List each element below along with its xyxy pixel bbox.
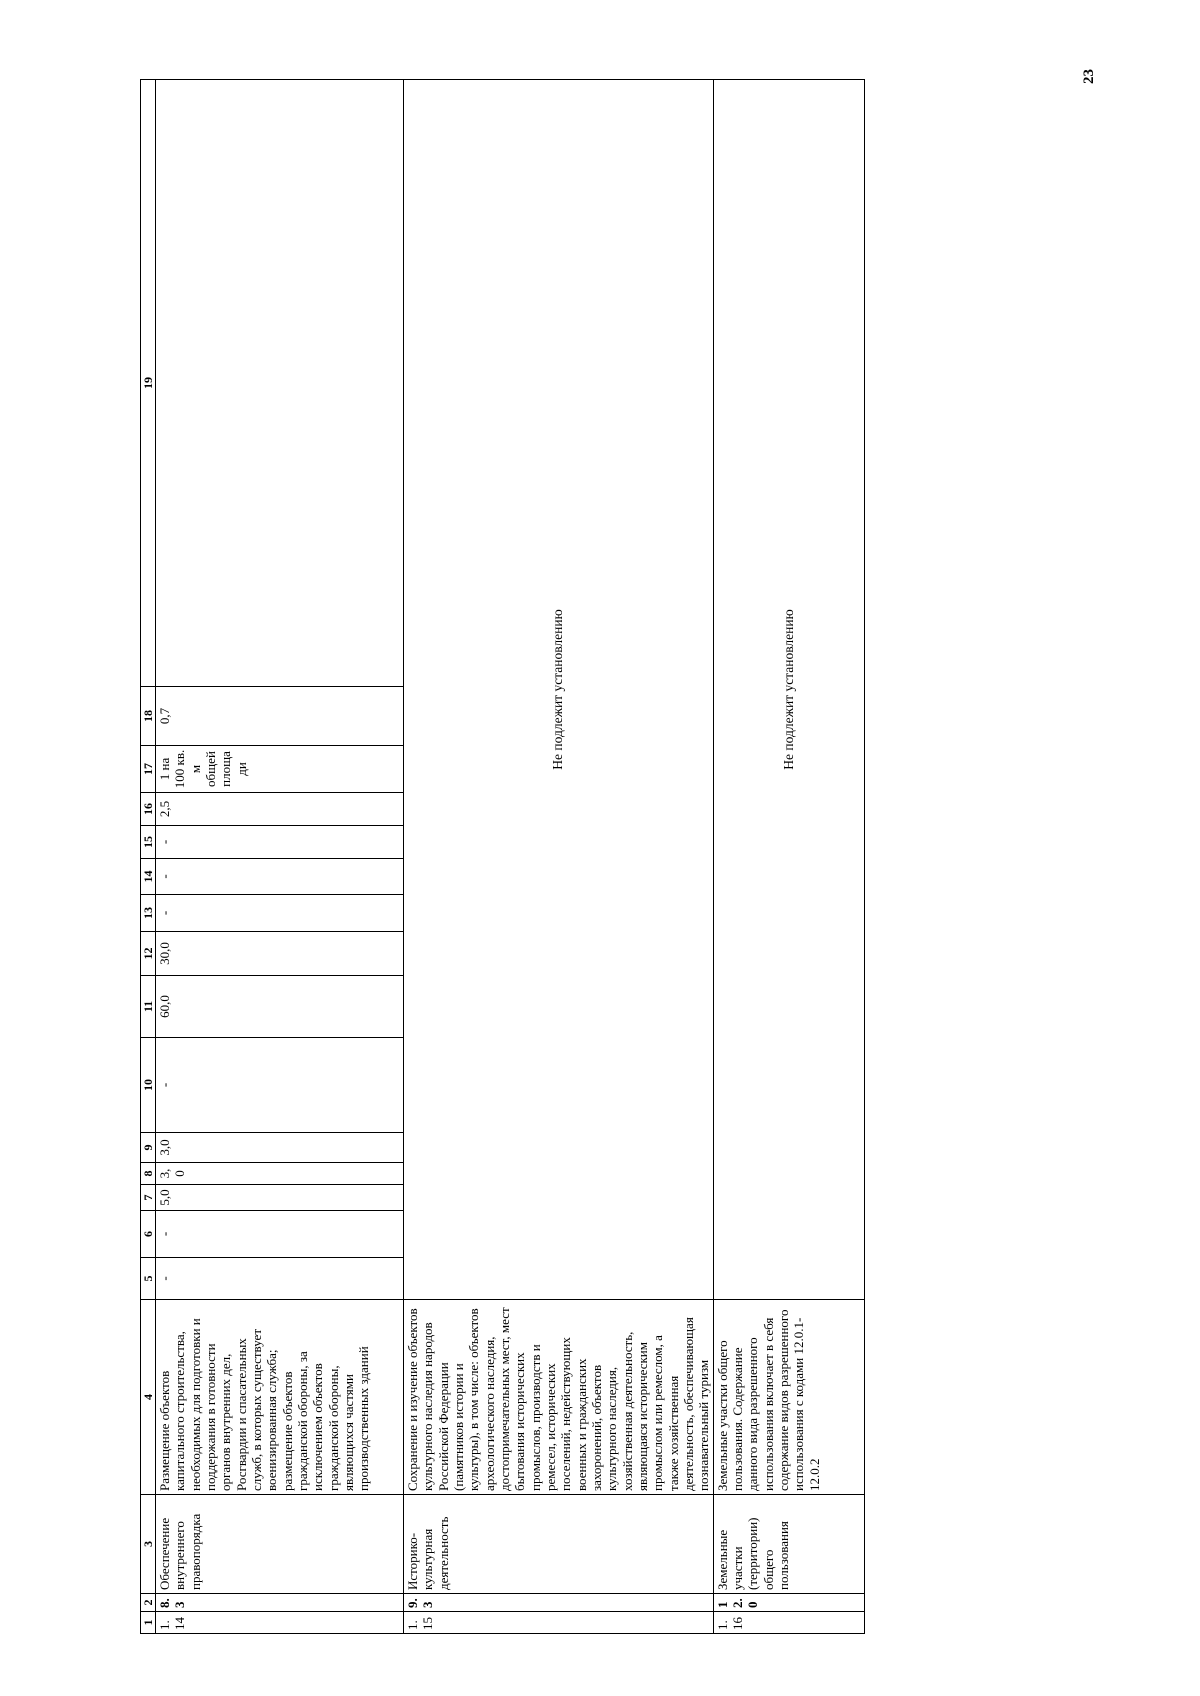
row-number: 1.16 bbox=[713, 1612, 864, 1634]
merged-not-established: Не подлежит установлению bbox=[713, 80, 864, 1300]
col-header-8: 8 bbox=[141, 1163, 156, 1185]
table-row-1-14 bbox=[156, 80, 404, 1634]
row-number: 1.14 bbox=[156, 1612, 404, 1634]
cell-col-9: 3,0 bbox=[156, 1133, 404, 1163]
use-description: Размещение объектов капитального строительства, необходимых для подготовки и поддержания в готовности органов внутренних дел, Росгвардии и спасательных служб, в которых существует военизированная служба; размещение объектов гражданской обороны, за исключением объектов гражданской обороны, являющихся частями производственных зданий bbox=[156, 1300, 404, 1495]
col-header-2: 2 bbox=[141, 1594, 156, 1612]
use-code: 12.0 bbox=[713, 1594, 864, 1612]
cell-col-7: 5,0 bbox=[156, 1185, 404, 1211]
cell-col-6: - bbox=[156, 1211, 404, 1258]
cell-col-11: 60,0 bbox=[156, 976, 404, 1038]
cell-col-12: 30,0 bbox=[156, 932, 404, 976]
use-code: 8.3 bbox=[156, 1594, 404, 1612]
col-header-12: 12 bbox=[141, 932, 156, 976]
row-number: 1.15 bbox=[404, 1612, 714, 1634]
rotated-table-sheet bbox=[140, 80, 822, 1634]
col-header-1: 1 bbox=[141, 1612, 156, 1634]
use-description: Земельные участки общего пользования. Содержание данного вида разрешенного использования включает в себя содержание видов разрешенного использования с кодами 12.0.1-12.0.2 bbox=[713, 1300, 864, 1495]
cell-col-10: - bbox=[156, 1038, 404, 1133]
col-header-15: 15 bbox=[141, 826, 156, 859]
use-name: Земельные участки (территории) общего пользования bbox=[713, 1495, 864, 1594]
column-number-row bbox=[141, 80, 156, 1634]
col-header-16: 16 bbox=[141, 793, 156, 826]
col-header-10: 10 bbox=[141, 1038, 156, 1133]
table-row-1-16 bbox=[713, 80, 864, 1634]
col-header-18: 18 bbox=[141, 687, 156, 746]
cell-col-15: - bbox=[156, 826, 404, 859]
page-number: 23 bbox=[1081, 69, 1097, 84]
col-header-5: 5 bbox=[141, 1258, 156, 1300]
col-header-17: 17 bbox=[141, 746, 156, 793]
col-header-7: 7 bbox=[141, 1185, 156, 1211]
col-header-13: 13 bbox=[141, 895, 156, 932]
cell-col-14: - bbox=[156, 859, 404, 895]
use-name: Обеспечение внутреннего правопорядка bbox=[156, 1495, 404, 1594]
use-code: 9.3 bbox=[404, 1594, 714, 1612]
col-header-6: 6 bbox=[141, 1211, 156, 1258]
cell-col-8: 3,0 bbox=[156, 1163, 404, 1185]
col-header-9: 9 bbox=[141, 1133, 156, 1163]
col-header-3: 3 bbox=[141, 1495, 156, 1594]
col-header-4: 4 bbox=[141, 1300, 156, 1495]
col-header-19: 19 bbox=[141, 80, 156, 687]
regulations-table bbox=[140, 79, 865, 1634]
cell-col-17: 1 на 100 кв. м общей площади bbox=[156, 746, 404, 793]
merged-not-established: Не подлежит установлению bbox=[404, 80, 714, 1300]
cell-col-19 bbox=[156, 80, 404, 687]
col-header-14: 14 bbox=[141, 859, 156, 895]
col-header-11: 11 bbox=[141, 976, 156, 1038]
cell-col-18: 0,7 bbox=[156, 687, 404, 746]
cell-col-16: 2,5 bbox=[156, 793, 404, 826]
cell-col-5: - bbox=[156, 1258, 404, 1300]
use-name: Историко-культурная деятельность bbox=[404, 1495, 714, 1594]
table-row-1-15 bbox=[404, 80, 714, 1634]
cell-col-13: - bbox=[156, 895, 404, 932]
use-description: Сохранение и изучение объектов культурного наследия народов Российской Федерации (памятников истории и культуры), в том числе: объектов археологического наследия, достопримечательных мест, мест бытования исторических промыслов, производств и ремесел, исторических поселений, недействующих военных и гражданских захоронений, объектов культурного наследия, хозяйственная деятельность, являющаяся историческим промыслом или ремеслом, а также хозяйственная деятельность, обеспечивающая познавательный туризм bbox=[404, 1300, 714, 1495]
